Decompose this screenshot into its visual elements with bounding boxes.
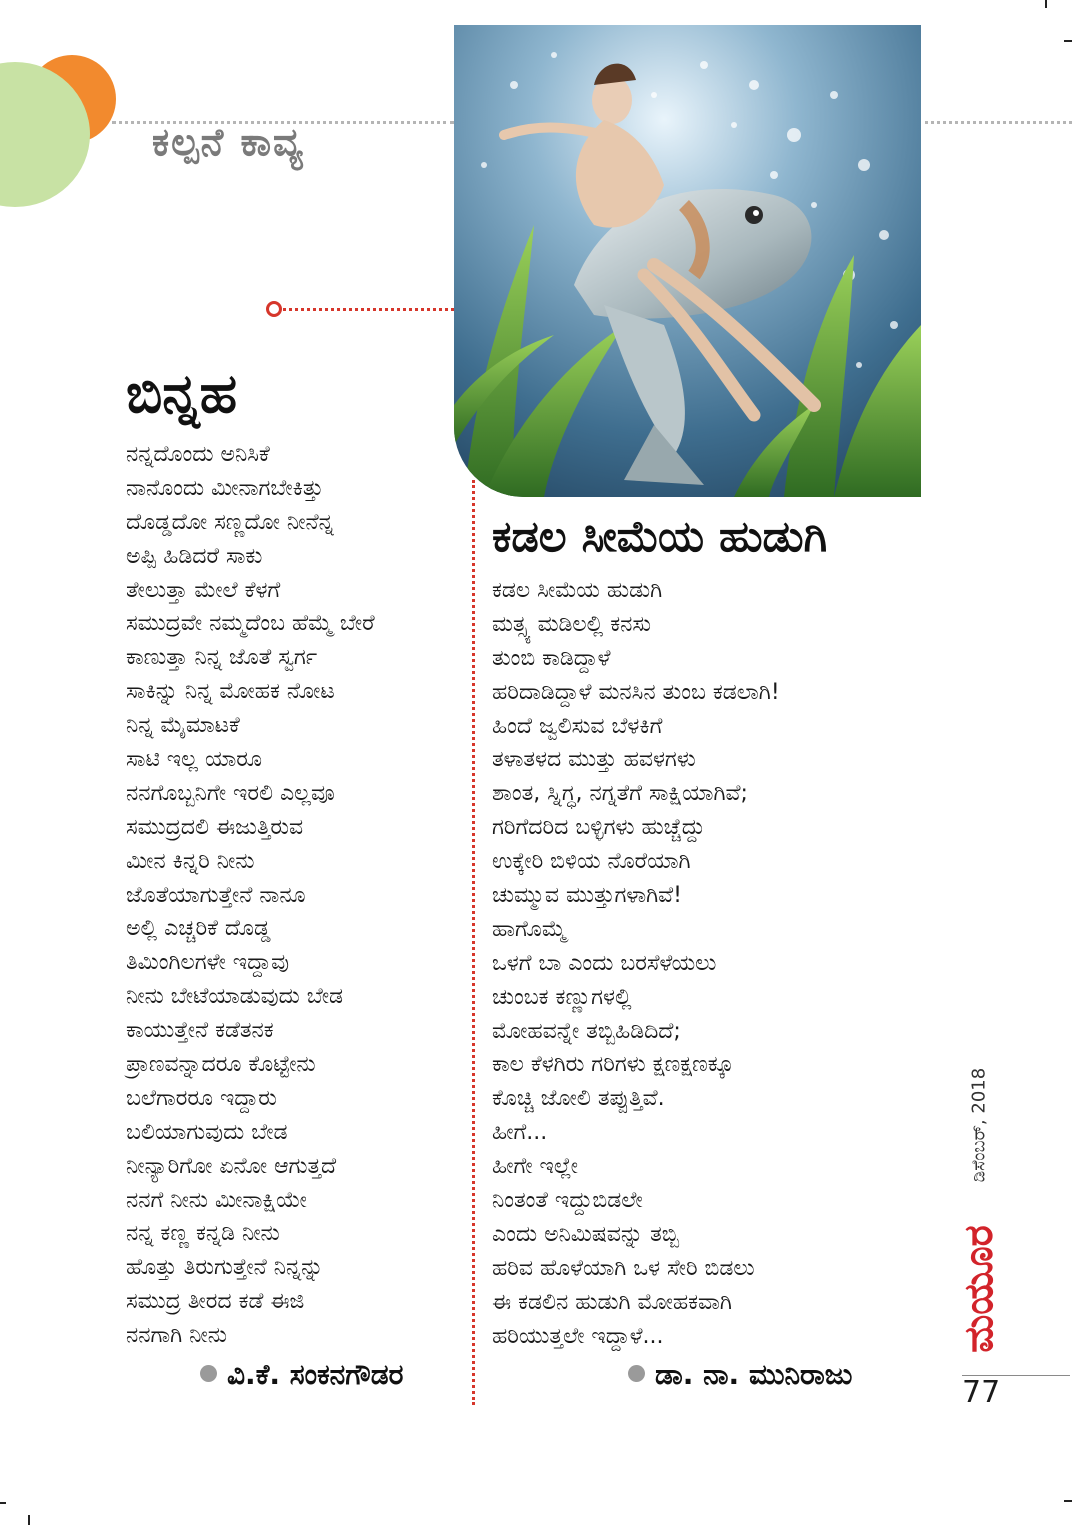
poem-line: ಕಡಲ ಸೀಮೆಯ ಹುಡುಗಿ [492, 578, 663, 603]
magazine-brand [940, 1215, 1018, 1363]
author-name: ಡಾ. ನಾ. ಮುನಿರಾಜು [655, 1358, 853, 1391]
poem-line: ಮೀನ ಕಿನ್ನರಿ ನೀನು [126, 848, 255, 874]
poem-line: ಶಾಂತ, ಸ್ನಿಗ್ಧ, ನಗ್ನತೆಗೆ ಸಾಕ್ಷಿಯಾಗಿವೆ; [492, 781, 748, 807]
poem-line: ಗರಿಗೆದರಿದ ಬಳ್ಳಿಗಳು ಹುಚ್ಚೆದ್ದು [492, 815, 705, 841]
poem-line: ಕಾಣುತ್ತಾ ನಿನ್ನ ಜೊತೆ ಸ್ವರ್ಗ [126, 645, 318, 671]
poem-line: ಹರಿದಾಡಿದ್ದಾಳೆ ಮನಸಿನ ತುಂಬ ಕಡಲಾಗಿ! [492, 679, 780, 705]
poem-line: ಒಳಗೆ ಬಾ ಎಂದು ಬರಸೆಳೆಯಲು [492, 950, 717, 976]
poem-line: ಈ ಕಡಲಿನ ಹುಡುಗಿ ಮೋಹಕವಾಗಿ [492, 1289, 732, 1315]
poem-line: ಕಾಲ ಕೆಳಗಿರು ಗರಿಗಳು ಕ್ಷಣಕ್ಷಣಕ್ಕೂ [492, 1052, 734, 1078]
poem-line: ಎಂದು ಅನಿಮಿಷವನ್ನು ತಬ್ಬಿ [492, 1221, 680, 1247]
poem-line: ಕೊಚ್ಚಿ ಜೋಲಿ ತಪ್ಪುತ್ತಿವೆ. [492, 1086, 665, 1112]
poem-line: ಬಲಿಯಾಗುವುದು ಬೇಡ [126, 1119, 288, 1145]
poem-line: ಹರಿಯುತ್ತಲೇ ಇದ್ದಾಳೆ... [492, 1323, 664, 1349]
poem-line: ಅಪ್ಪಿ ಹಿಡಿದರೆ ಸಾಕು [126, 543, 263, 569]
poem-line: ಜೊತೆಯಾಗುತ್ತೇನೆ ನಾನೂ [126, 882, 306, 908]
poem-line: ನನ್ನ ಕಣ್ಣ ಕನ್ನಡಿ ನೀನು [126, 1221, 280, 1247]
poem-title: ಕಡಲ ಸೀಮೆಯ ಹುಡುಗಿ [492, 512, 828, 562]
poem-line: ಸಾಟಿ ಇಲ್ಲ ಯಾರೂ [126, 747, 262, 773]
poem-line: ಸಮುದ್ರದಲಿ ಈಜುತ್ತಿರುವ [126, 814, 304, 840]
crop-mark [1045, 0, 1047, 8]
poem-line: ಸಮುದ್ರವೇ ನಮ್ಮದೆಂಬ ಹೆಮ್ಮೆ ಬೇರೆ [126, 611, 375, 637]
poem-line: ಹೀಗೇ ಇಲ್ಲೇ [492, 1154, 578, 1180]
crop-mark [0, 1502, 6, 1504]
poem-line: ಚುಂಬಕ ಕಣ್ಣುಗಳಲ್ಲಿ [492, 984, 632, 1010]
section-label: ಕಲ್ಪನೆ ಕಾವ್ಯ [152, 120, 305, 164]
header-dotted-rule [925, 121, 1072, 124]
author-name: ವಿ.ಕೆ. ಸಂಕನಗೌಡರ [227, 1358, 404, 1391]
poem-line: ಹೊತ್ತು ತಿರುಗುತ್ತೇನೆ ನಿನ್ನನ್ನು [126, 1255, 324, 1281]
poem-line: ನೀನ್ಯಾರಿಗೋ ಏನೋ ಆಗುತ್ತದೆ [126, 1153, 337, 1179]
poem-line: ಉಕ್ಕೇರಿ ಬಿಳಿಯ ನೊರೆಯಾಗಿ [492, 849, 691, 875]
poem-lines [126, 438, 466, 1353]
poem-line: ಸಾಕಿನ್ನು ನಿನ್ನ ಮೋಹಕ ನೋಟ [126, 679, 335, 705]
poem-line: ಪ್ರಾಣವನ್ನಾದರೂ ಕೊಟ್ಟೇನು [126, 1052, 316, 1078]
red-dotted-column-divider [472, 480, 475, 1405]
bullet-dot-icon [200, 1365, 217, 1382]
poem-line: ತಳಾತಳದ ಮುತ್ತು ಹವಳಗಳು [492, 747, 696, 773]
poem-line: ಹರಿವ ಹೊಳೆಯಾಗಿ ಒಳ ಸೇರಿ ಬಿಡಲು [492, 1255, 755, 1281]
mermaid-fish-illustration [454, 25, 921, 497]
poem-line: ತೇಲುತ್ತಾ ಮೇಲೆ ಕೆಳಗೆ [126, 577, 281, 603]
red-ring-marker [266, 301, 282, 317]
poem-line: ಹೀಗೆ... [492, 1120, 548, 1146]
poem-line: ನೀನು ಬೇಟೆಯಾಡುವುದು ಬೇಡ [126, 984, 344, 1010]
poem-line: ನಿನ್ನ ಮೈಮಾಟಕೆ [126, 713, 240, 739]
magazine-brand-text: ಮಯೂರ [956, 1225, 1002, 1353]
poem-line: ಹಿಂದೆ ಜ್ವಲಿಸುವ ಬೆಳಕಿಗೆ [492, 713, 663, 739]
red-dotted-connector [278, 308, 454, 311]
poem-line: ದೊಡ್ಡದೋ ಸಣ್ಣದೋ ನೀನೆನ್ನ [126, 509, 334, 535]
poem-line: ನನಗಾಗಿ ನೀನು [126, 1323, 227, 1349]
issue-date [949, 1045, 1009, 1205]
poem-line: ಬಲೆಗಾರರೂ ಇದ್ದಾರು [126, 1085, 277, 1111]
poem-line: ನಾನೊಂದು ಮೀನಾಗಬೇಕಿತ್ತು [126, 475, 324, 501]
poem-line: ಅಲ್ಲಿ ಎಚ್ಚರಿಕೆ ದೊಡ್ಡ [126, 916, 271, 942]
poem-line: ನನಗೊಬ್ಬನಿಗೇ ಇರಲಿ ಎಲ್ಲವೂ [126, 780, 335, 806]
poem-line: ಮೋಹವನ್ನೇ ತಬ್ಬಿಹಿಡಿದಿದೆ; [492, 1018, 681, 1044]
poem-line: ನಿಂತಂತೆ ಇದ್ದುಬಿಡಲೇ [492, 1188, 643, 1214]
poem-lines [492, 574, 932, 1353]
poem-author [628, 1358, 852, 1392]
page-number: 77 [962, 1375, 1001, 1410]
poem-line: ಚುಮ್ಮುವ ಮುತ್ತುಗಳಾಗಿವೆ! [492, 883, 682, 909]
poem-line: ನನ್ನದೊಂದು ಅನಿಸಿಕೆ [126, 442, 270, 467]
poem-line: ನನಗೆ ನೀನು ಮೀನಾಕ್ಷಿಯೇ [126, 1187, 307, 1213]
poem-line: ತುಂಬಿ ಕಾಡಿದ್ದಾಳೆ [492, 645, 611, 671]
poem-line: ಹಾಗೊಮ್ಮೆ [492, 916, 567, 942]
issue-date-text: ಡಿಸೆಂಬರ್, 2018 [968, 1067, 990, 1183]
poem-line: ತಿಮಿಂಗಿಲಗಳೇ ಇದ್ದಾವು [126, 950, 289, 976]
poem-author [200, 1358, 403, 1392]
crop-mark [1064, 40, 1072, 42]
crop-mark [28, 1515, 30, 1525]
poem-line: ಕಾಯುತ್ತೇನೆ ಕಡೆತನಕ [126, 1018, 274, 1044]
crop-mark [1064, 1500, 1072, 1502]
poem-line: ಮತ್ಸ್ಯ ಮಡಿಲಲ್ಲಿ ಕನಸು [492, 611, 652, 637]
bullet-dot-icon [628, 1365, 645, 1382]
poem-title: ಬಿನ್ನಹ [126, 362, 238, 425]
poem-line: ಸಮುದ್ರ ತೀರದ ಕಡೆ ಈಜಿ [126, 1289, 305, 1315]
